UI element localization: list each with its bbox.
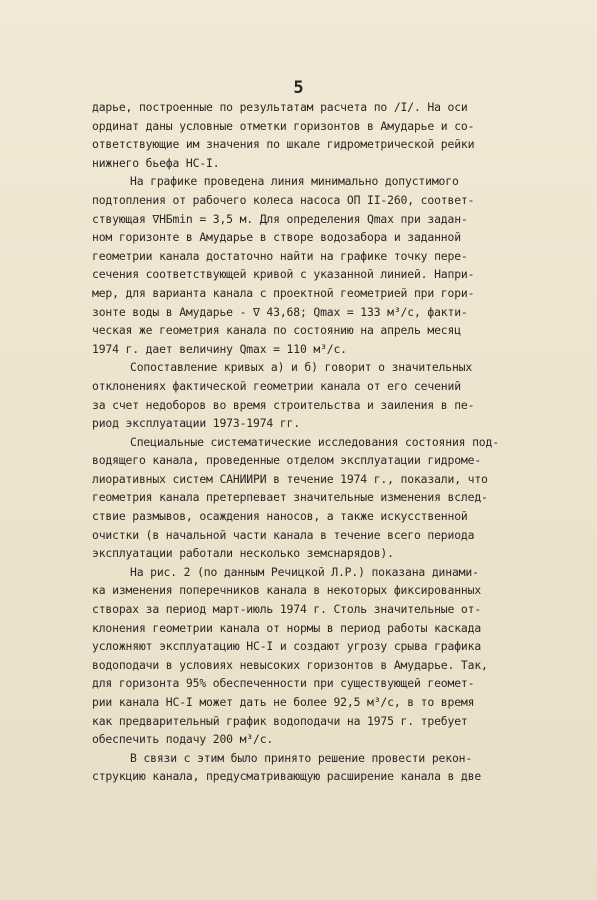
text-line: мер, для варианта канала с проектной геометрией при гори-: [92, 285, 475, 300]
text-line: как предварительный график водоподачи на 1975 г. требует: [92, 713, 468, 728]
text-line: сечения соответствующей кривой с указанной линией. Напри-: [92, 267, 475, 282]
text-line: створах за период март-июль 1974 г. Столь значительные от-: [92, 602, 482, 617]
text-line: ка изменения поперечников канала в некоторых фиксированных: [92, 583, 482, 598]
text-line: Сопоставление кривых а) и б) говорит о значительных: [130, 360, 473, 375]
text-line: ном горизонте в Амударье в створе водозабора и заданной: [92, 230, 461, 245]
text-line: риод эксплуатации 1973-1974 гг.: [92, 416, 300, 431]
text-line: водоподачи в условиях невысоких горизонтов в Амударье. Так,: [92, 657, 488, 672]
text-line: ствующая ∇HБmin = 3,5 м. Для определения Qmax при задан-: [92, 211, 468, 226]
text-line: подтопления от рабочего колеса насоса ОП II-260, соответ-: [92, 192, 475, 207]
text-line: На графике проведена линия минимально допустимого: [130, 174, 459, 189]
text-line: рии канала НС-I может дать не более 92,5 м³/с, в то время: [92, 695, 475, 709]
text-line: дарье, построенные по результатам расчета по /I/. На оси: [92, 100, 468, 114]
text-line: В связи с этим было принято решение провести рекон-: [130, 750, 473, 765]
text-line: эксплуатации работали несколько земснарядов).: [92, 546, 394, 561]
text-line: отклонениях фактической геометрии канала от его сечений: [92, 378, 461, 393]
text-line: На рис. 2 (по данным Речицкой Л.Р.) показана динами-: [130, 564, 479, 579]
text-line: для горизонта 95% обеспеченности при существующей геомет-: [92, 676, 475, 691]
text-line: за счет недоборов во время строительства и заиления в пе-: [92, 397, 475, 412]
text-line: ординат даны условные отметки горизонтов в Амударье и со-: [92, 118, 475, 133]
text-line: клонения геометрии канала от нормы в период работы каскада: [92, 620, 482, 635]
text-line: геометрия канала претерпевает значительные изменения вслед-: [92, 490, 488, 505]
text-line: ческая же геометрия канала по состоянию на апрель месяц: [92, 323, 461, 338]
text-line: ответствующие им значения по шкале гидрометрической рейки: [92, 137, 475, 152]
text-line: нижнего бьефа НС-I.: [92, 155, 220, 170]
body-text: [92, 98, 522, 786]
text-line: усложняют эксплуатацию НС-I и создают угрозу срыва графика: [92, 639, 482, 654]
text-line: струкцию канала, предусматривающую расширение канала в две: [92, 769, 482, 784]
text-line: водящего канала, проведенные отделом эксплуатации гидроме-: [92, 453, 482, 468]
text-line: Специальные систематические исследования состояния под-: [130, 434, 499, 449]
page-number: 5: [293, 78, 304, 98]
text-line: 1974 г. дает величину Qmax = 110 м³/с.: [92, 341, 347, 356]
text-line: очистки (в начальной части канала в течение всего периода: [92, 527, 475, 542]
text-line: геометрии канала достаточно найти на графике точку пере-: [92, 248, 468, 263]
text-line: обеспечить подачу 200 м³/с.: [92, 732, 274, 747]
text-line: лиоративных систем САНИИРИ в течение 1974 г., показали, что: [92, 471, 488, 486]
text-line: зонте воды в Амударье - ∇ 43,68; Qmax = 133 м³/с, факти-: [92, 304, 468, 319]
text-line: ствие размывов, осаждения наносов, а также искусственной: [92, 509, 468, 524]
